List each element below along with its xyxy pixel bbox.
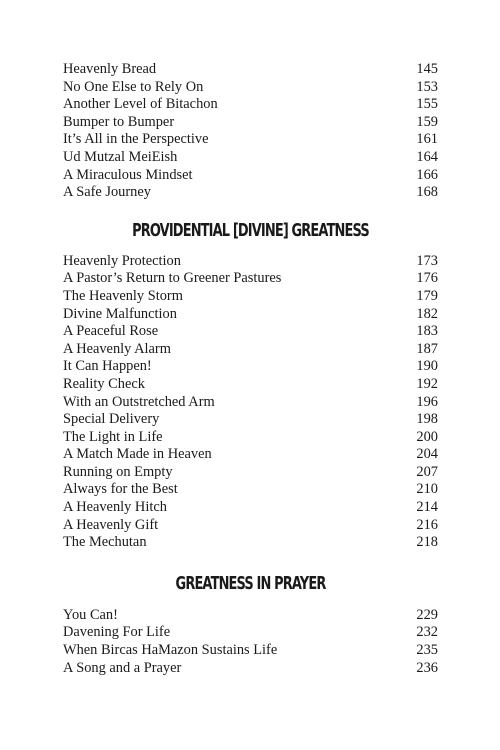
entry-title: Reality Check [63,375,145,392]
entry-title: A Pastor’s Return to Greener Pastures [63,270,282,287]
entry-title: The Light in Life [63,428,163,445]
toc-entry [63,481,438,499]
entry-title: It Can Happen! [63,358,152,375]
toc-entry [63,167,438,185]
toc-section-providential-greatness [63,253,438,552]
entry-title: When Bircas HaMazon Sustains Life [63,642,278,659]
entry-title: With an Outstretched Arm [63,393,215,410]
entry-page-number: 190 [416,358,438,375]
entry-page-number: 235 [416,642,438,659]
entry-page-number: 196 [416,393,438,410]
entry-title: The Mechutan [63,534,147,551]
entry-page-number: 192 [416,375,438,392]
toc-entry [63,323,438,341]
entry-page-number: 153 [416,78,438,95]
entry-title: Heavenly Protection [63,252,181,269]
entry-title: A Peaceful Rose [63,323,159,340]
entry-page-number: 176 [416,270,438,287]
entry-page-number: 159 [416,113,438,130]
entry-title: Another Level of Bitachon [63,96,218,113]
entry-page-number: 214 [416,499,438,516]
entry-title: Ud Mutzal MeiEish [63,148,178,165]
entry-title: Special Delivery [63,411,160,428]
toc-entry [63,429,438,447]
entry-title: A Heavenly Gift [63,516,159,533]
toc-entry [63,534,438,552]
entry-title: Divine Malfunction [63,305,177,322]
entry-title: You Can! [63,606,118,623]
entry-title: A Song and a Prayer [63,659,182,676]
entry-page-number: 173 [416,252,438,269]
entry-page-number: 200 [416,428,438,445]
entry-page-number: 198 [416,411,438,428]
entry-page-number: 218 [416,534,438,551]
toc-entry [63,270,438,288]
toc-section-continued [63,61,438,202]
entry-page-number: 207 [416,463,438,480]
entry-title: Bumper to Bumper [63,113,175,130]
toc-entry [63,358,438,376]
entry-page-number: 236 [416,659,438,676]
toc-entry [63,394,438,412]
entry-page-number: 187 [416,340,438,357]
toc-entry [63,184,438,202]
toc-entry [63,376,438,394]
toc-entry [63,131,438,149]
entry-title: Always for the Best [63,481,178,498]
entry-page-number: 161 [416,131,438,148]
entry-title: A Miraculous Mindset [63,166,193,183]
toc-entry [63,446,438,464]
entry-title: A Heavenly Alarm [63,340,171,357]
entry-title: Heavenly Bread [63,61,157,77]
entry-page-number: 204 [416,446,438,463]
entry-page-number: 164 [416,148,438,165]
entry-page-number: 145 [416,61,438,77]
entry-page-number: 183 [416,323,438,340]
entry-title: A Match Made in Heaven [63,446,212,463]
toc-entry [63,79,438,97]
entry-page-number: 179 [416,287,438,304]
entry-page-number: 232 [416,624,438,641]
toc-entry [63,464,438,482]
toc-entry [63,341,438,359]
entry-title: The Heavenly Storm [63,287,183,304]
toc-entry [63,288,438,306]
entry-title: It’s All in the Perspective [63,131,209,148]
toc-entry [63,660,438,678]
toc-section-greatness-in-prayer [63,607,438,677]
toc-entry [63,61,438,79]
section-heading: PROVIDENTIAL [DIVINE] GREATNESS [132,219,369,241]
toc-entry [63,114,438,132]
toc-entry [63,149,438,167]
entry-page-number: 155 [416,96,438,113]
entry-page-number: 229 [416,606,438,623]
entry-title: Running on Empty [63,463,173,480]
entry-page-number: 168 [416,184,438,201]
table-of-contents [63,61,438,677]
toc-entry [63,96,438,114]
entry-page-number: 166 [416,166,438,183]
entry-page-number: 216 [416,516,438,533]
toc-entry [63,411,438,429]
entry-title: A Safe Journey [63,184,151,201]
entry-page-number: 210 [416,481,438,498]
entry-title: No One Else to Rely On [63,78,204,95]
entry-page-number: 182 [416,305,438,322]
entry-title: Davening For Life [63,624,171,641]
toc-entry [63,607,438,625]
toc-entry [63,517,438,535]
toc-entry [63,624,438,642]
section-heading: GREATNESS IN PRAYER [175,572,326,594]
entry-title: A Heavenly Hitch [63,499,167,516]
toc-entry [63,499,438,517]
toc-entry [63,306,438,324]
toc-entry [63,642,438,660]
toc-entry [63,253,438,271]
